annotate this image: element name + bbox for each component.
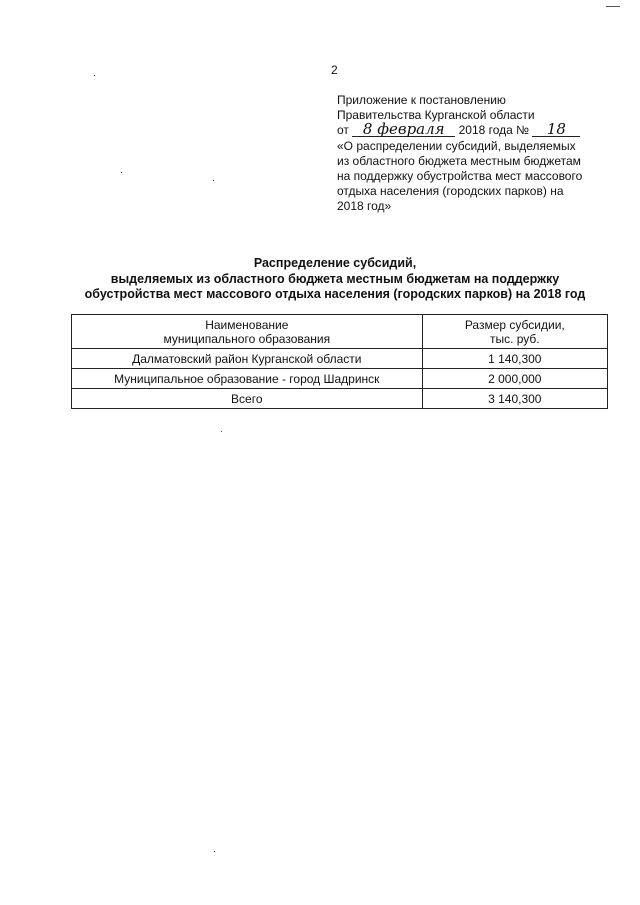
scan-speck [221,431,222,432]
cell-amount: 1 140,300 [422,349,607,369]
appendix-line: из областного бюджета местным бюджетам [337,153,581,168]
scan-speck [606,6,620,7]
cell-total-label: Всего [72,389,423,409]
appendix-date-line [337,120,622,139]
date-year: 2018 года № [458,123,530,138]
scan-speck [94,75,95,76]
table-total-row [72,389,608,409]
handwritten-date: 8 февраля [352,123,455,137]
cell-total-amount: 3 140,300 [422,389,607,409]
scan-speck [214,851,215,852]
date-prefix: от [337,123,349,138]
header-text: Размер субсидии, [464,317,565,332]
table-row [72,369,608,389]
scan-speck [121,172,122,173]
subsidies-table [71,314,608,409]
scan-speck [213,180,214,181]
cell-municipality: Далматовский район Курганской области [72,349,423,369]
appendix-line: на поддержку обустройства мест массового [337,169,583,184]
appendix-line: Правительства Курганской области [337,108,535,123]
appendix-line: 2018 год» [337,199,392,214]
page-number: 2 [331,63,338,77]
header-text: муниципального образования [163,331,331,346]
cell-municipality: Муниципальное образование - город Шадринск [72,369,423,389]
table-header-row [72,315,608,349]
cell-amount: 2 000,000 [422,369,607,389]
header-text: тыс. руб. [489,331,540,346]
appendix-line: отдыха населения (городских парков) на [337,184,564,199]
appendix-block [337,93,622,215]
appendix-line: «О распределении субсидий, выделяемых [337,138,576,153]
title-line: обустройства мест массового отдыха населения (городских парков) на 2018 год [84,287,586,301]
header-municipality [72,315,423,349]
header-amount [422,315,607,349]
appendix-line: Приложение к постановлению [337,93,506,107]
header-text: Наименование [205,317,289,332]
document-title [40,256,630,303]
title-line: Распределение субсидий, [253,256,417,270]
handwritten-number: 18 [532,123,580,137]
table-row [72,349,608,369]
title-line: выделяемых из областного бюджета местным бюджетам на поддержку [110,271,560,286]
